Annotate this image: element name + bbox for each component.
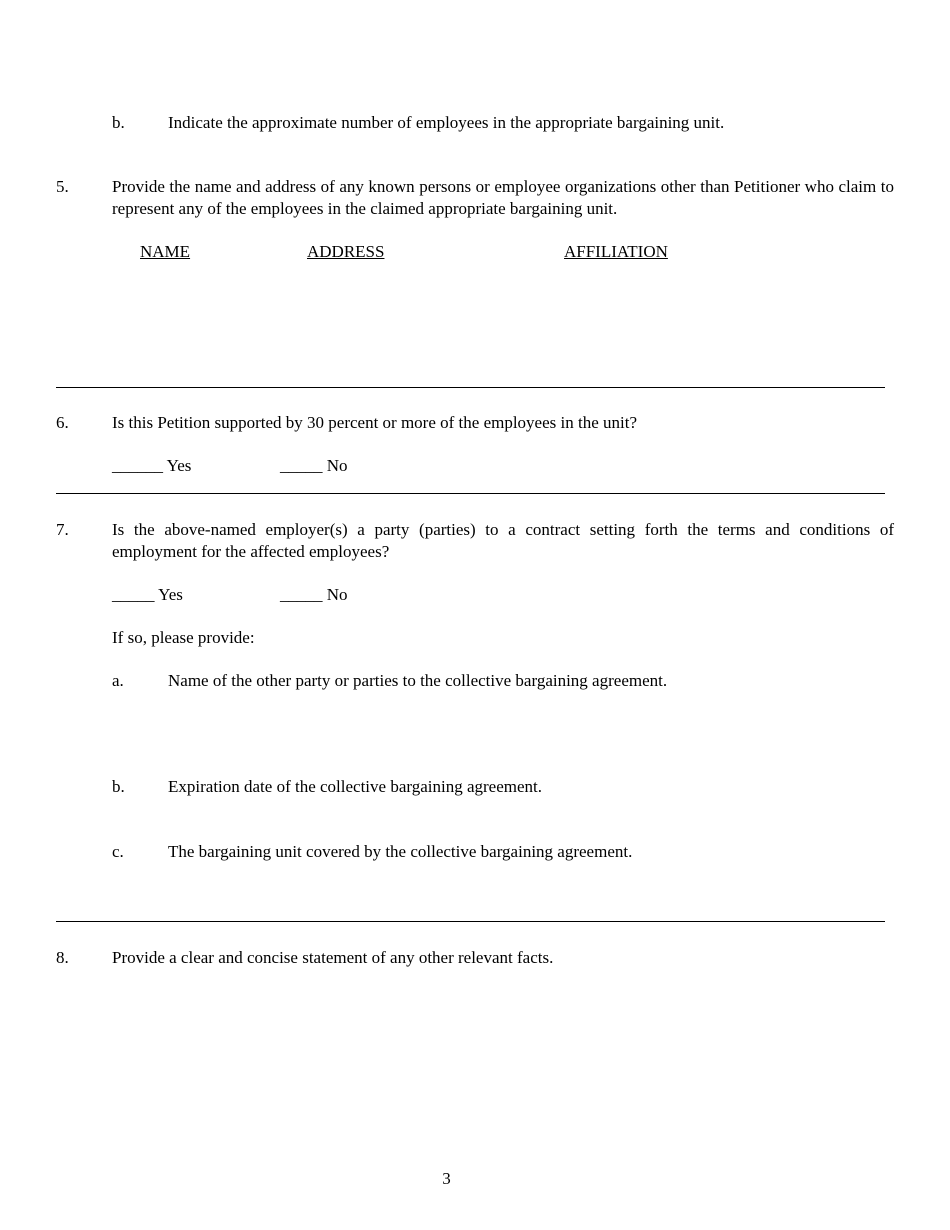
q6-no-option[interactable]: _____ No bbox=[280, 456, 348, 475]
q7c-label: c. bbox=[112, 842, 124, 861]
section-divider bbox=[56, 493, 885, 494]
q4b-text: Indicate the approximate number of employees in the appropriate bargaining unit. bbox=[168, 113, 725, 132]
q6-number: 6. bbox=[56, 413, 69, 432]
q5-text: Provide the name and address of any known persons or employee organizations other than Petitioner who claim to represent any of the employees in the claimed appropriate bargaining unit. bbox=[112, 177, 894, 218]
q5-number: 5. bbox=[56, 177, 69, 196]
q7b-label: b. bbox=[112, 777, 125, 796]
q5-column-name: NAME bbox=[140, 242, 191, 261]
q7-number: 7. bbox=[56, 520, 69, 539]
q5-column-affiliation: AFFILIATION bbox=[564, 242, 668, 261]
q8-number: 8. bbox=[56, 948, 69, 967]
q6-yes-option[interactable]: ______ Yes bbox=[112, 456, 192, 475]
q8-text: Provide a clear and concise statement of any other relevant facts. bbox=[112, 948, 554, 967]
section-divider bbox=[56, 387, 885, 388]
q7-yes-option[interactable]: _____ Yes bbox=[112, 585, 183, 604]
q7-no-option[interactable]: _____ No bbox=[280, 585, 348, 604]
q7-if-so: If so, please provide: bbox=[112, 628, 255, 647]
q7-text: Is the above-named employer(s) a party (parties) to a contract setting forth the terms and conditions of employment for the affected employees? bbox=[112, 520, 894, 561]
page-number: 3 bbox=[442, 1169, 451, 1188]
q5-column-address: ADDRESS bbox=[307, 242, 385, 261]
q6-text: Is this Petition supported by 30 percent or more of the employees in the unit? bbox=[112, 413, 637, 432]
q7b-text: Expiration date of the collective bargaining agreement. bbox=[168, 777, 543, 796]
q7c-text: The bargaining unit covered by the collective bargaining agreement. bbox=[168, 842, 633, 861]
section-divider bbox=[56, 921, 885, 922]
q7a-label: a. bbox=[112, 671, 124, 690]
q4b-label: b. bbox=[112, 113, 125, 132]
q7a-text: Name of the other party or parties to the collective bargaining agreement. bbox=[168, 671, 668, 690]
